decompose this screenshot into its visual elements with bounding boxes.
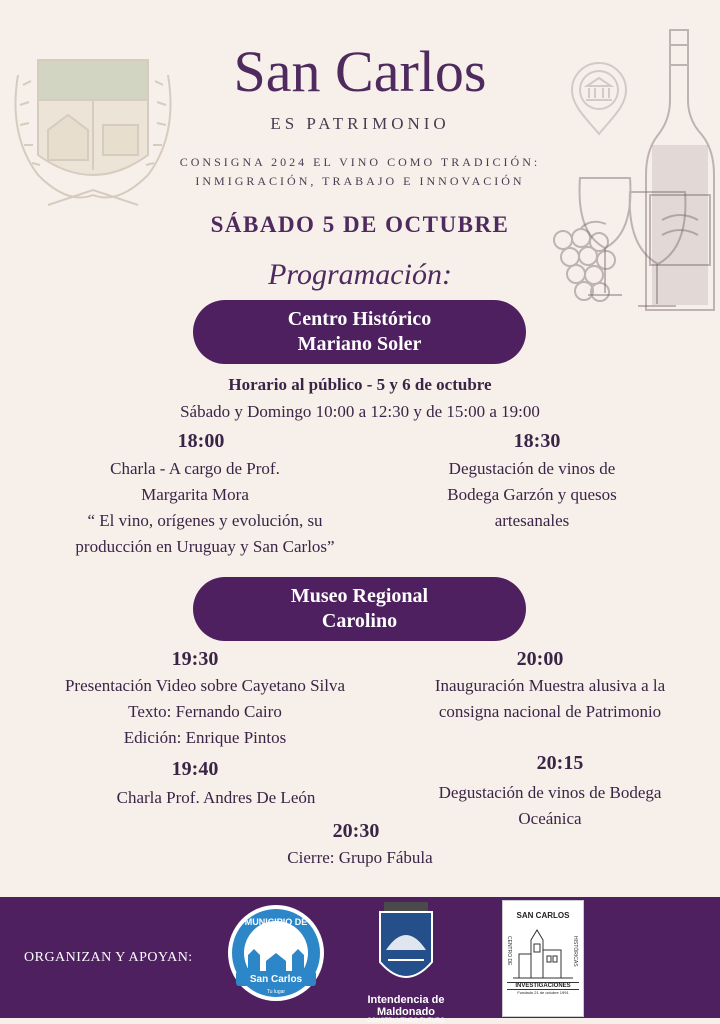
event-line: Oceánica: [518, 809, 582, 828]
event-line: Degustación de vinos de Bodega: [438, 783, 662, 802]
programacion-heading: Programación:: [268, 258, 452, 291]
logo3-bottom-text: INVESTIGACIONES: [507, 982, 579, 990]
maldonado-shield-icon: [338, 900, 474, 996]
event-time: 20:30: [332, 820, 380, 842]
event-block: [400, 648, 700, 725]
venue2-name-line1: Museo Regional: [290, 585, 429, 607]
event-line: Edición: Enrique Pintos: [123, 728, 287, 747]
event-line: Cierre: Grupo Fábula: [287, 848, 433, 867]
logo1-tag-text: Tu lugar: [266, 989, 286, 995]
logo2-tag-text: CONSTRUYENDO FUTURO: [367, 1018, 445, 1024]
event-time: 18:00: [177, 430, 225, 452]
event-line: “ El vino, orígenes y evolución, su: [87, 511, 323, 530]
logo3-side-right-text: HISTÓRICAS: [572, 936, 578, 967]
event-line: producción en Uruguay y San Carlos”: [75, 537, 335, 556]
page-subtitle: ES PATRIMONIO: [270, 114, 450, 133]
event-date: SÁBADO 5 DE OCTUBRE: [210, 212, 510, 237]
event-time: 18:30: [513, 430, 561, 452]
logo3-founded-text: Fundado 21 de octubre 1991: [517, 990, 569, 995]
event-time: 19:30: [171, 648, 219, 670]
logo1-top-text: MUNICIPIO DE: [244, 917, 308, 927]
event-block: [15, 648, 395, 751]
building-drawing-icon: [503, 920, 583, 982]
event-block: [10, 430, 400, 560]
venue1-name-line1: Centro Histórico: [287, 308, 432, 330]
event-time: 20:00: [516, 648, 564, 670]
page-title: San Carlos: [233, 39, 487, 104]
venue-banner-museo-regional: [193, 577, 526, 641]
event-line: Charla - A cargo de Prof.: [110, 459, 280, 478]
event-line: consigna nacional de Patrimonio: [438, 702, 662, 721]
event-block: [15, 758, 395, 811]
event-time: 19:40: [171, 758, 219, 780]
event-block: [400, 430, 664, 534]
logo3-side-left-text: CENTRO DE: [506, 936, 512, 966]
consigna-text: [0, 153, 720, 191]
event-line: Margarita Mora: [141, 485, 249, 504]
event-line: Presentación Video sobre Cayetano Silva: [64, 676, 346, 695]
logo2-name-text: Intendencia de Maldonado: [367, 994, 445, 1018]
venue2-name-line2: Carolino: [321, 610, 398, 632]
organizan-label: ORGANIZAN Y APOYAN:: [24, 950, 193, 965]
event-line: artesanales: [494, 511, 570, 530]
hours-title: Horario al público - 5 y 6 de octubre: [228, 375, 492, 394]
event-line: Inauguración Muestra alusiva a la: [434, 676, 666, 695]
centro-investigaciones-logo: [502, 900, 584, 1017]
event-line: Degustación de vinos de: [448, 459, 616, 478]
venue-banner-centro-historico: [193, 300, 526, 364]
consigna-line-1: CONSIGNA 2024 EL VINO COMO TRADICIÓN:: [179, 155, 541, 169]
municipio-san-carlos-logo: [226, 903, 326, 1003]
logo3-top-text: SAN CARLOS: [516, 911, 570, 920]
intendencia-maldonado-logo: [338, 900, 474, 1024]
event-line: Charla Prof. Andres De León: [116, 788, 316, 807]
event-time: 20:15: [536, 752, 584, 774]
consigna-line-2: INMIGRACIÓN, TRABAJO E INNOVACIÓN: [195, 174, 525, 188]
event-line: Bodega Garzón y quesos: [447, 485, 617, 504]
hours-detail: Sábado y Domingo 10:00 a 12:30 y de 15:00 a 19:00: [180, 402, 540, 421]
venue1-name-line2: Mariano Soler: [297, 333, 422, 355]
event-block: [210, 820, 510, 871]
event-line: Texto: Fernando Cairo: [128, 702, 282, 721]
logo1-name-text: San Carlos: [249, 974, 303, 985]
